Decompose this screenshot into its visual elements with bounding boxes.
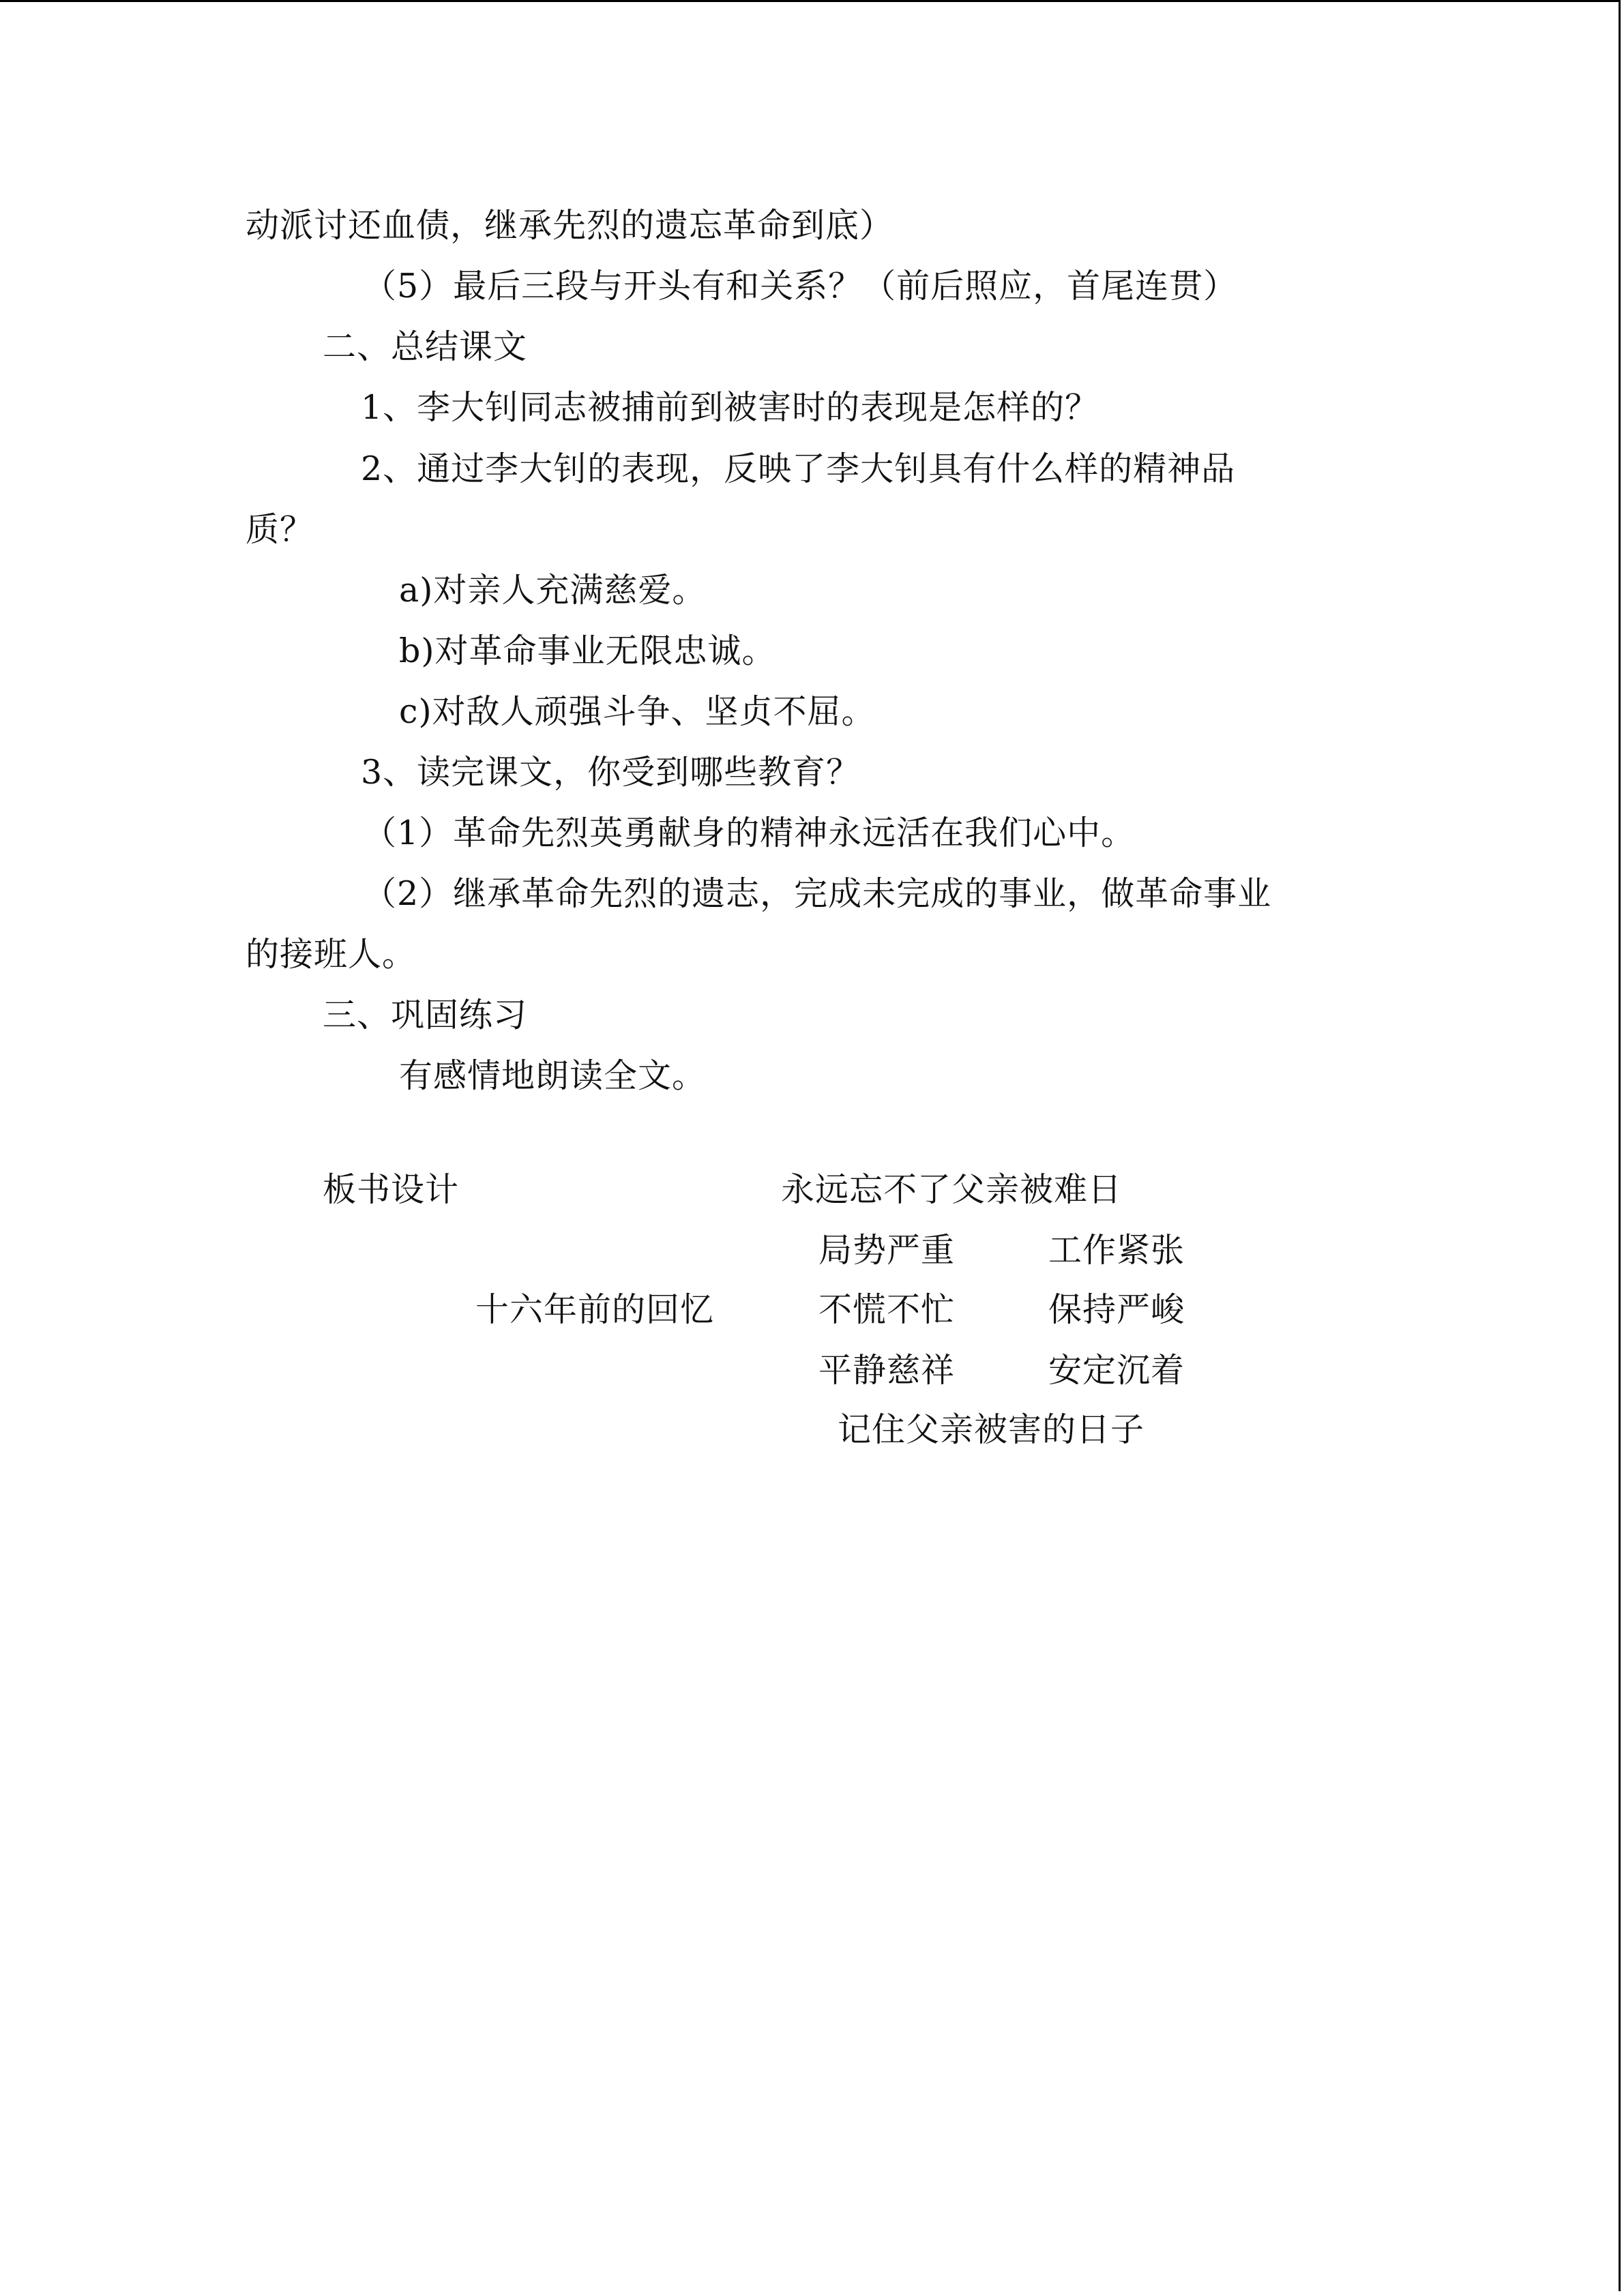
text-line-2: （5）最后三段与开头有和关系？（前后照应，首尾连贯） (363, 267, 1238, 305)
practice-item: 有感情地朗读全文。 (399, 1056, 707, 1095)
question-2-continued: 质？ (246, 510, 314, 549)
answer-b: b)对革命事业无限忠诚。 (399, 631, 776, 670)
board-design-title: 永远忘不了父亲被难日 (781, 1170, 1123, 1209)
section-heading-summary: 二、总结课文 (323, 327, 528, 366)
question-2: 2、通过李大钊的表现，反映了李大钊具有什么样的精神品 (361, 449, 1236, 488)
board-row1-left: 局势严重 (818, 1231, 956, 1270)
lesson-2-continued: 的接班人。 (246, 935, 417, 974)
lesson-1: （1）革命先烈英勇献身的精神永远活在我们心中。 (363, 814, 1136, 852)
board-design-center: 十六年前的回忆 (475, 1290, 715, 1329)
board-row3-right: 安定沉着 (1048, 1351, 1185, 1390)
board-row2-right: 保持严峻 (1048, 1290, 1185, 1329)
text-line-1: 动派讨还血债，继承先烈的遗忘革命到底） (246, 206, 894, 245)
section-heading-practice: 三、巩固练习 (323, 996, 528, 1034)
board-row2-left: 不慌不忙 (818, 1290, 956, 1329)
board-row3-left: 平静慈祥 (818, 1351, 956, 1390)
answer-c: c)对敌人顽强斗争、坚贞不屈。 (399, 692, 876, 731)
lesson-2: （2）继承革命先烈的遗志，完成未完成的事业，做革命事业 (363, 874, 1272, 913)
board-design-label: 板书设计 (323, 1170, 460, 1209)
board-design-footer: 记住父亲被害的日子 (838, 1410, 1145, 1449)
board-row1-right: 工作紧张 (1048, 1231, 1185, 1270)
question-3: 3、读完课文，你受到哪些教育？ (361, 753, 861, 792)
question-1: 1、李大钊同志被捕前到被害时的表现是怎样的？ (361, 388, 1099, 427)
answer-a: a)对亲人充满慈爱。 (399, 571, 707, 610)
